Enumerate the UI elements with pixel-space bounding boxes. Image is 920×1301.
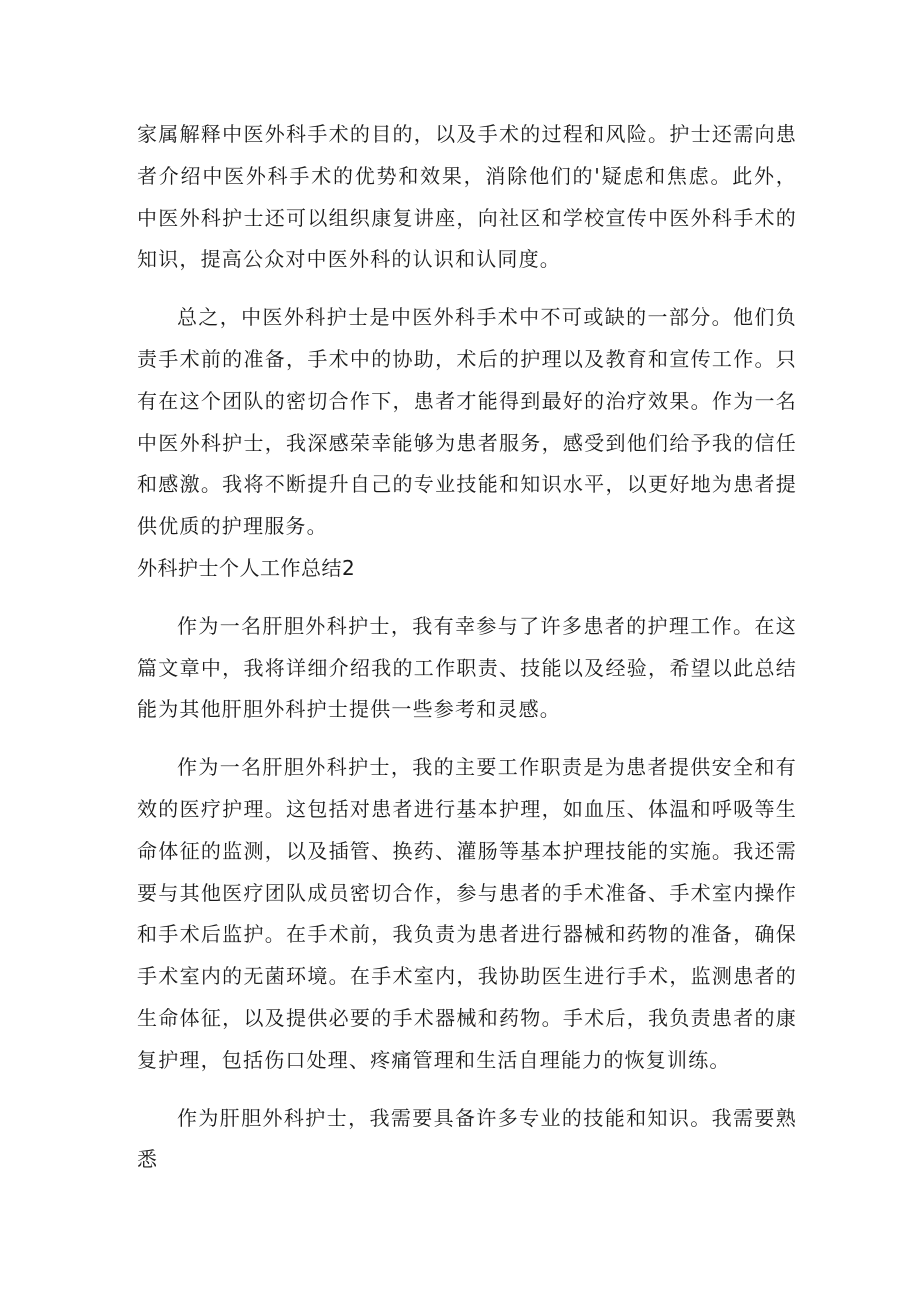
paragraph-3: 作为一名肝胆外科护士，我有幸参与了许多患者的护理工作。在这篇文章中，我将详细介绍我的工作职责、技能以及经验，希望以此总结能为其他肝胆外科护士提供一些参考和灵感。 [137,613,797,722]
paragraph-2: 总之，中医外科护士是中医外科手术中不可或缺的一部分。他们负责手术前的准备，手术中的协助，术后的护理以及教育和宣传工作。只有在这个团队的密切合作下，患者才能得到最好的治疗效果。作为一名中医外科护士，我深感荣幸能够为患者服务，感受到他们给予我的信任和感激。我将不断提升自己的专业技能和知识水平，以更好地为患者提供优质的护理服务。 [137,305,797,539]
document-body [137,114,797,1197]
paragraph-5: 作为肝胆外科护士，我需要具备许多专业的技能和知识。我需要熟悉 [137,1105,797,1172]
paragraph-1: 家属解释中医外科手术的目的，以及手术的过程和风险。护士还需向患者介绍中医外科手术的优势和效果，消除他们的'疑虑和焦虑。此外，中医外科护士还可以组织康复讲座，向社区和学校宣传中医外科手术的知识，提高公众对中医外科的认识和认同度。 [137,122,797,272]
section-heading: 外科护士个人工作总结2 [137,555,356,580]
paragraph-4: 作为一名肝胆外科护士，我的主要工作职责是为患者提供安全和有效的医疗护理。这包括对患者进行基本护理，如血压、体温和呼吸等生命体征的监测，以及插管、换药、灌肠等基本护理技能的实施。我还需要与其他医疗团队成员密切合作，参与患者的手术准备、手术室内操作和手术后监护。在手术前，我负责为患者进行器械和药物的准备，确保手术室内的无菌环境。在手术室内，我协助医生进行手术，监测患者的生命体征，以及提供必要的手术器械和药物。手术后，我负责患者的康复护理，包括伤口处理、疼痛管理和生活自理能力的恢复训练。 [137,755,797,1072]
